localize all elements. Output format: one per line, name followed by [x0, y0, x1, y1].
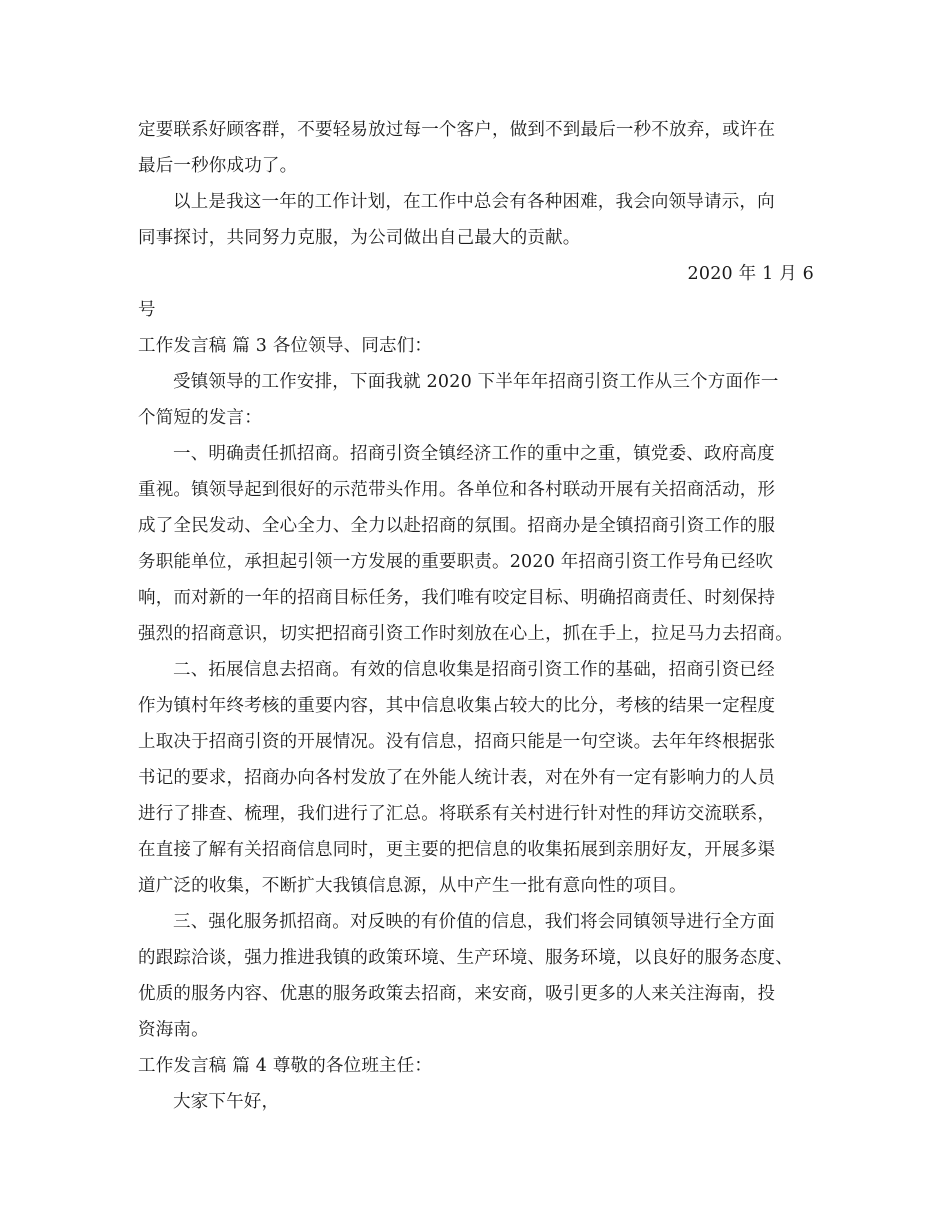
text-line: 进行了排查、梳理，我们进行了汇总。将联系有关村进行针对性的拜访交流联系， [138, 804, 776, 824]
text-line: 书记的要求，招商办向各村发放了在外能人统计表，对在外有一定有影响力的人员 [138, 768, 776, 788]
text-line: 在直接了解有关招商信息同时，更主要的把信息的收集拓展到亲朋好友，开展多渠 [138, 840, 776, 860]
text-line: 强烈的招商意识，切实把招商引资工作时刻放在心上，抓在手上，拉足马力去招商。 [138, 624, 793, 644]
text-line: 资海南。 [138, 1020, 209, 1040]
date-line-end: 号 [138, 300, 156, 320]
text-line: 一、明确责任抓招商。招商引资全镇经济工作的重中之重，镇党委、政府高度 [173, 444, 775, 464]
text-line: 重视。镇领导起到很好的示范带头作用。各单位和各村联动开展有关招商活动，形 [138, 480, 776, 500]
document-page [138, 112, 814, 1120]
text-line: 定要联系好顾客群，不要轻易放过每一个客户，做到不到最后一秒不放弃，或许在 [138, 120, 776, 140]
text-line: 优质的服务内容、优惠的服务政策去招商，来安商，吸引更多的人来关注海南，投 [138, 984, 776, 1004]
text-line: 大家下午好， [173, 1092, 280, 1112]
text-line: 个简短的发言： [138, 408, 262, 428]
text-line: 作为镇村年终考核的重要内容，其中信息收集占较大的比分，考核的结果一定程度 [138, 696, 776, 716]
text-line: 务职能单位，承担起引领一方发展的重要职责。2020 年招商引资工作号角已经吹 [138, 552, 774, 572]
text-line: 上取决于招商引资的开展情况。没有信息，招商只能是一句空谈。去年年终根据张 [138, 732, 776, 752]
text-line: 响，而对新的一年的招商目标任务，我们唯有咬定目标、明确招商责任、时刻保持 [138, 588, 776, 608]
text-line: 的跟踪洽谈，强力推进我镇的政策环境、生产环境、服务环境，以良好的服务态度、 [138, 948, 793, 968]
date-line: 2020 年 1 月 6 [687, 264, 814, 284]
text-line: 同事探讨，共同努力克服，为公司做出自己最大的贡献。 [138, 228, 581, 248]
section-heading: 工作发言稿 篇 3 各位领导、同志们： [138, 336, 433, 356]
text-line: 受镇领导的工作安排，下面我就 2020 下半年年招商引资工作从三个方面作一 [173, 372, 779, 392]
text-line: 道广泛的收集，不断扩大我镇信息源，从中产生一批有意向性的项目。 [138, 876, 687, 896]
text-line: 最后一秒你成功了。 [138, 156, 298, 176]
text-line: 以上是我这一年的工作计划，在工作中总会有各种困难，我会向领导请示，向 [173, 192, 775, 212]
text-line: 成了全民发动、全心全力、全力以赴招商的氛围。招商办是全镇招商引资工作的服 [138, 516, 776, 536]
section-heading: 工作发言稿 篇 4 尊敬的各位班主任： [138, 1056, 433, 1076]
text-line: 二、拓展信息去招商。有效的信息收集是招商引资工作的基础，招商引资已经 [173, 660, 775, 680]
text-line: 三、强化服务抓招商。对反映的有价值的信息，我们将会同镇领导进行全方面 [173, 912, 775, 932]
